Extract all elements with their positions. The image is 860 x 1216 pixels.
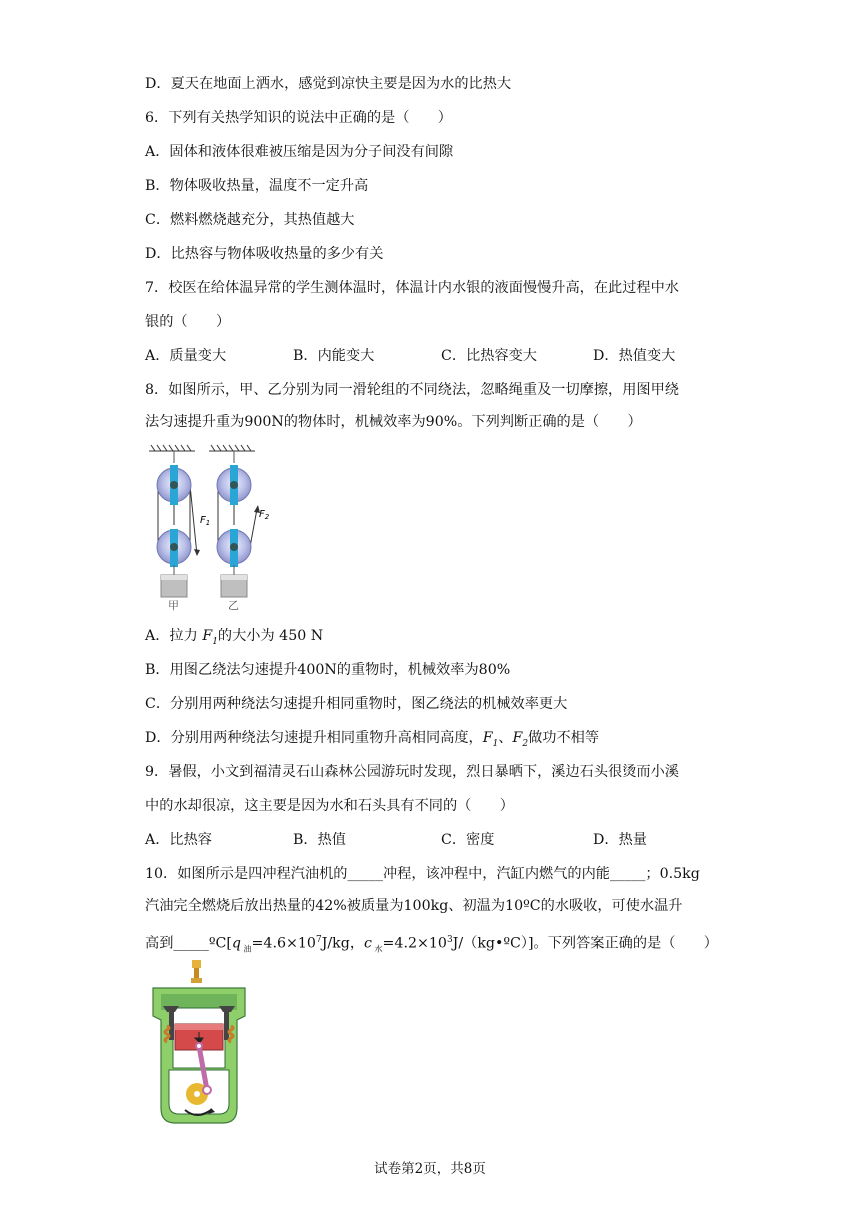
- q8-option-c: C．分别用两种绕法匀速提升相同重物时，图乙绕法的机械效率更大: [145, 696, 568, 712]
- q9-option-a: A．比热容: [145, 832, 212, 848]
- q9-option-d: D．热量: [593, 832, 647, 848]
- label-jia: 甲: [168, 599, 179, 611]
- q8-option-b: B．用图乙绕法匀速提升400N的重物时，机械效率为80%: [145, 662, 511, 678]
- pulley-system-yi: [217, 451, 260, 597]
- q6-option-b: B．物体吸收热量，温度不一定升高: [145, 178, 369, 194]
- q10-line3: 高到_____ºC[q $_油=4.6\times 10^7J/kg$，c $_水=4.2\times 10^3J/(kg•ºC)$]。下列答案正确的是（ ）: [145, 935, 718, 954]
- pulley-system-jia: [157, 451, 200, 597]
- q7-stem-line1: 7．校医在给体温异常的学生测体温时，体温计内水银的液面慢慢升高，在此过程中水: [145, 280, 679, 296]
- q6-option-a: A．固体和液体很难被压缩是因为分子间没有间隙: [145, 144, 454, 160]
- q9-option-b: B．热值: [293, 832, 346, 848]
- q7-option-c: C．比热容变大: [441, 348, 537, 364]
- q8-option-d: D．分别用两种绕法匀速提升相同重物升高相同高度，$F_1$、$F_2$做功不相等: [145, 730, 600, 749]
- q5-option-d: D．夏天在地面上洒水，感觉到凉快主要是因为水的比热大: [145, 76, 512, 92]
- q7-option-a: A．质量变大: [145, 348, 227, 364]
- q7-stem-line2: 银的（ ）: [145, 314, 231, 330]
- ceiling-jia: [149, 445, 195, 451]
- force-label-f1: $F_1$: [200, 515, 211, 527]
- q8-option-a: A．拉力 $F_1$的大小为 450 N: [145, 628, 324, 647]
- engine-figure: [145, 958, 255, 1128]
- q7-option-b: B．内能变大: [293, 348, 375, 364]
- q8-stem-line1: 8．如图所示，甲、乙分别为同一滑轮组的不同绕法，忽略绳重及一切摩擦，用图甲绕: [145, 382, 679, 398]
- ceiling-yi: [209, 445, 255, 451]
- page-footer: 试卷第2页，共8页: [374, 1161, 486, 1177]
- q8-stem-line2: 法匀速提升重为900N的物体时，机械效率为90%。下列判断正确的是（ ）: [145, 414, 642, 430]
- q9-stem-line1: 9．暑假，小文到福清灵石山森林公园游玩时发现，烈日暴晒下，溪边石头很烫而小溪: [145, 764, 679, 780]
- force-label-f2: $F_2$: [259, 509, 270, 521]
- pulley-figure: [145, 443, 285, 611]
- label-yi: 乙: [228, 599, 239, 611]
- q6-option-d: D．比热容与物体吸收热量的多少有关: [145, 246, 384, 262]
- q6-option-c: C．燃料燃烧越充分，其热值越大: [145, 212, 355, 228]
- q10-line2: 汽油完全燃烧后放出热量的42%被质量为100kg、初温为10ºC的水吸收，可使水温升: [145, 898, 683, 914]
- q9-option-c: C．密度: [441, 832, 495, 848]
- q10-line1: 10．如图所示是四冲程汽油机的_____冲程，该冲程中，汽缸内燃气的内能_____；0.5kg: [145, 866, 700, 882]
- q7-option-d: D．热值变大: [593, 348, 676, 364]
- q6-stem: 6．下列有关热学知识的说法中正确的是（ ）: [145, 110, 452, 126]
- q9-stem-line2: 中的水却很凉，这主要是因为水和石头具有不同的（ ）: [145, 798, 514, 814]
